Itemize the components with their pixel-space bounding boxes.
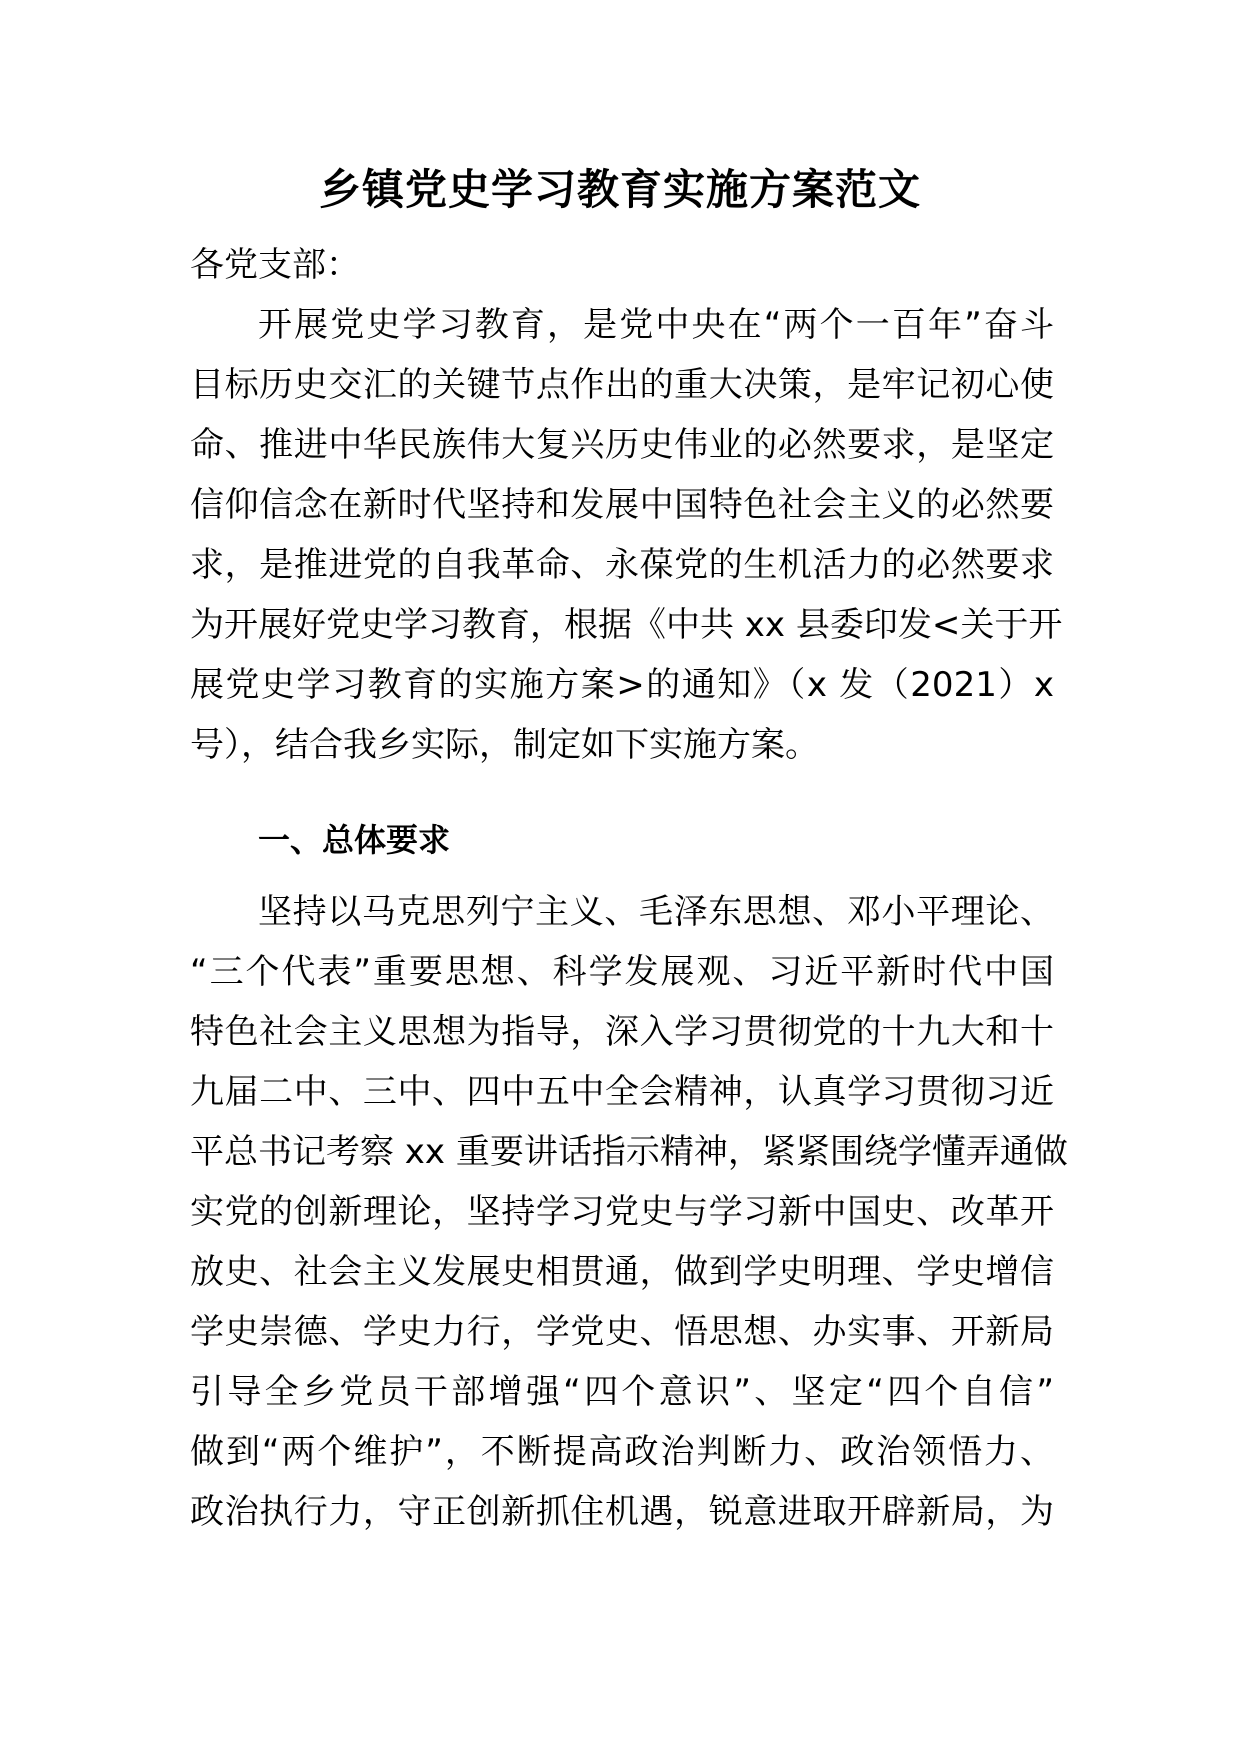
paragraph-1-line-3: 命、推进中华民族伟大复兴历史伟业的必然要求，是坚定: [190, 425, 1054, 465]
paragraph-2-line-6: 实党的创新理论，坚持学习党史与学习新中国史、改革开: [190, 1192, 1054, 1232]
paragraph-2-line-4: 九届二中、三中、四中五中全会精神，认真学习贯彻习近: [190, 1072, 1054, 1112]
paragraph-2-line-5: 平总书记考察 xx 重要讲话指示精神，紧紧围绕学懂弄通做: [190, 1132, 1068, 1172]
paragraph-2-line-9: 引导全乡党员干部增强“四个意识”、坚定“四个自信”: [190, 1372, 1054, 1412]
paragraph-2-line-11: 政治执行力，守正创新抓住机遇，锐意进取开辟新局，为: [190, 1492, 1054, 1532]
paragraph-1-line-6: 为开展好党史学习教育，根据《中共 xx 县委印发<关于开: [190, 605, 1063, 645]
paragraph-1-line-4: 信仰信念在新时代坚持和发展中国特色社会主义的必然要: [190, 485, 1054, 525]
paragraph-1-line-7: 展党史学习教育的实施方案>的通知》（x 发（2021）x: [190, 665, 1054, 705]
paragraph-2-line-2: “三个代表”重要思想、科学发展观、习近平新时代中国: [190, 952, 1054, 992]
section-1-heading: 一、总体要求: [258, 821, 451, 859]
paragraph-2-line-3: 特色社会主义思想为指导，深入学习贯彻党的十九大和十: [190, 1012, 1054, 1052]
paragraph-2-line-7: 放史、社会主义发展史相贯通，做到学史明理、学史增信: [190, 1252, 1054, 1292]
paragraph-1-line-5: 求，是推进党的自我革命、永葆党的生机活力的必然要求: [190, 545, 1054, 585]
paragraph-2-line-8: 学史崇德、学史力行，学党史、悟思想、办实事、开新局: [190, 1312, 1054, 1352]
paragraph-1-line-8: 号），结合我乡实际，制定如下实施方案。: [190, 725, 819, 765]
paragraph-2-line-1: 坚持以马克思列宁主义、毛泽东思想、邓小平理论、: [258, 892, 1054, 932]
paragraph-1-line-2: 目标历史交汇的关键节点作出的重大决策，是牢记初心使: [190, 365, 1054, 405]
paragraph-1-line-1: 开展党史学习教育，是党中央在“两个一百年”奋斗: [258, 305, 1054, 345]
document-title: 乡镇党史学习教育实施方案范文: [318, 165, 921, 214]
paragraph-2-line-10: 做到“两个维护”，不断提高政治判断力、政治领悟力、: [190, 1432, 1054, 1472]
salutation: 各党支部：: [190, 245, 360, 285]
